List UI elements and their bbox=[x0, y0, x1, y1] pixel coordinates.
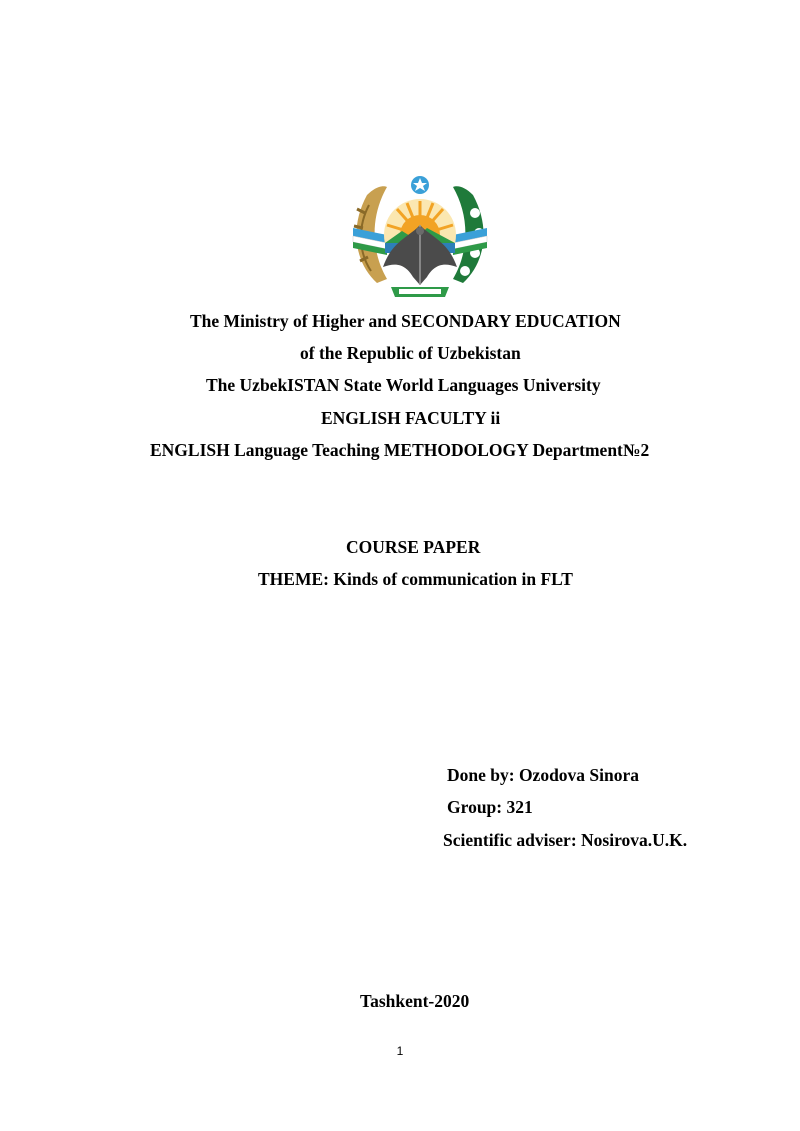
ministry-line-2: of the Republic of Uzbekistan bbox=[300, 343, 521, 363]
city-year: Tashkent-2020 bbox=[360, 991, 470, 1011]
page-number: 1 bbox=[396, 1044, 404, 1058]
ministry-line-1: The Ministry of Higher and SECONDARY EDUCATION bbox=[190, 311, 621, 331]
author-group: Group: 321 bbox=[447, 797, 533, 817]
coat-of-arms-icon bbox=[347, 173, 493, 303]
university-name: The UzbekISTAN State World Languages University bbox=[206, 375, 601, 395]
faculty-name: ENGLISH FACULTY ii bbox=[321, 408, 501, 428]
paper-type: COURSE PAPER bbox=[346, 537, 481, 557]
author-name: Done by: Ozodova Sinora bbox=[447, 765, 640, 785]
paper-theme: THEME: Kinds of communication in FLT bbox=[258, 569, 573, 589]
scientific-adviser: Scientific adviser: Nosirova.U.K. bbox=[443, 830, 688, 850]
department-name: ENGLISH Language Teaching METHODOLOGY Department№2 bbox=[150, 440, 650, 460]
